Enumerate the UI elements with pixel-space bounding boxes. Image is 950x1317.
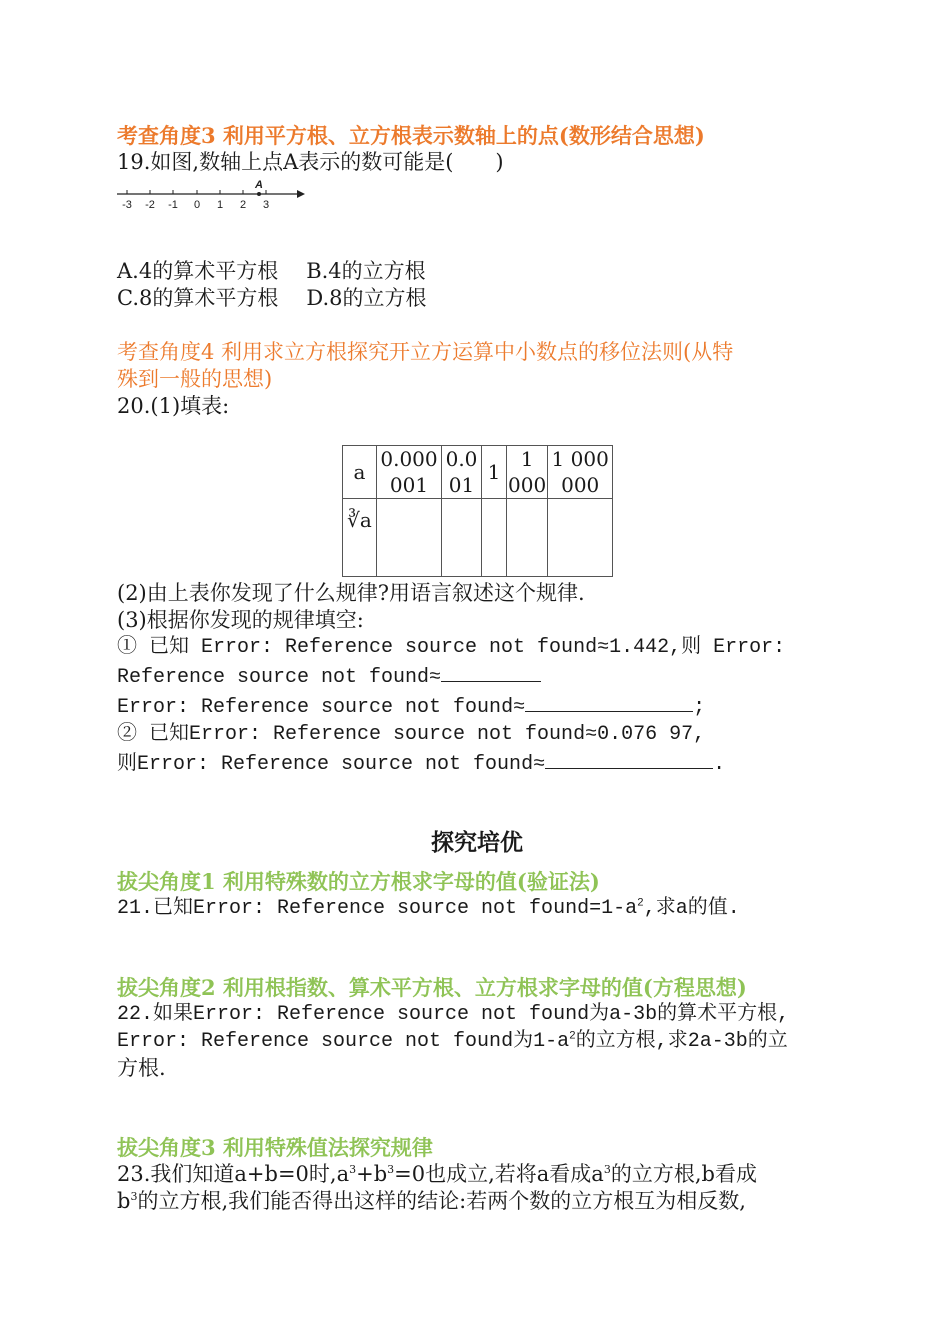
option-a: A.4的算术平方根 [117, 259, 279, 283]
question-22-line1: 22.如果Error: Reference source not found为a-3b的算术平方根, [117, 1003, 790, 1026]
table-cell: 1 000 [508, 447, 547, 497]
answer-blank[interactable] [525, 691, 693, 712]
explore-heading-1: 拔尖角度1 利用特殊数的立方根求字母的值(验证法) [117, 869, 600, 894]
question-23-line1: 23.我们知道a+b=0时$,a^3+b^3=0$也成立,若将a看成$a^3$的立方根,b看成 [117, 1162, 757, 1186]
answer-blank[interactable] [441, 661, 541, 682]
question-20: 20.(1)填表: [117, 394, 230, 418]
section-3 [117, 122, 837, 176]
row-label-a: a [343, 446, 377, 499]
answer-cell[interactable] [507, 499, 548, 577]
tick-label: 1 [216, 199, 224, 211]
tick-label: 3 [262, 199, 270, 211]
point-a [257, 192, 261, 196]
fill-line-2: Reference source not found≈ [117, 661, 837, 691]
fill-table [342, 445, 613, 577]
explore-heading-2: 拔尖角度2 利用根指数、算术平方根、立方根求字母的值(方程思想) [117, 975, 747, 1000]
part-2: (2)由上表你发现了什么规律?用语言叙述这个规律. [117, 581, 585, 605]
answer-cell[interactable] [442, 499, 482, 577]
explore-heading-3: 拔尖角度3 利用特殊值法探究规律 [117, 1135, 433, 1160]
answer-cell[interactable] [377, 499, 442, 577]
fill-line-3: Error: Reference source not found≈ ; [117, 691, 837, 721]
fill-line-4: ② 已知Error: Reference source not found≈0.076 97, [117, 723, 706, 746]
answer-cell[interactable] [482, 499, 507, 577]
answer-cell[interactable] [548, 499, 613, 577]
option-b: B.4的立方根 [306, 259, 426, 283]
option-c: C.8的算术平方根 [117, 286, 279, 310]
table-cell: 0.000 001 [377, 446, 442, 499]
row-label-cube-root: ∛a [343, 499, 377, 577]
fill-line-1: ① 已知 Error: Reference source not found≈1.442,则 Error: [117, 636, 786, 659]
part-3: (3)根据你发现的规律填空: [117, 608, 364, 632]
table-cell: 0.0 01 [442, 446, 482, 499]
options-19 [117, 258, 837, 312]
question-20-parts [117, 580, 837, 778]
fill-line-5: 则Error: Reference source not found≈ . [117, 748, 837, 778]
table-cell: 1 000 000 [548, 446, 613, 499]
number-line [117, 180, 307, 212]
point-a-label: A [255, 180, 263, 191]
section-3-heading: 考查角度3 利用平方根、立方根表示数轴上的点(数形结合思想) [117, 123, 705, 148]
section-4-heading-line1: 考查角度4 利用求立方根探究开立方运算中小数点的移位法则(从特 [117, 340, 734, 364]
question-19: 19.如图,数轴上点A表示的数可能是( ) [117, 150, 504, 174]
question-22-line3: 方根. [117, 1056, 166, 1080]
question-21: 21.已知Error: Reference source not $found=1-a^2$,求a的值. [117, 897, 740, 920]
question-23-line2: $b^3$的立方根,我们能否得出这样的结论:若两个数的立方根互为相反数, [117, 1189, 746, 1213]
table-cell: 1 [482, 446, 507, 499]
tick-label: -3 [122, 199, 132, 211]
section-title: 探究培优 [431, 829, 523, 856]
section-4 [117, 339, 837, 420]
option-d: D.8的立方根 [306, 286, 427, 310]
tick-label: 2 [239, 199, 247, 211]
arrow-icon [297, 190, 305, 198]
tick-label: -1 [168, 199, 178, 211]
tick-label: 0 [193, 199, 201, 211]
question-22-line2: Error: Reference source not found为$1-a^2$的立方根,求2a-3b的立 [117, 1030, 788, 1053]
answer-blank[interactable] [545, 748, 713, 769]
section-4-heading-line2: 殊到一般的思想) [117, 367, 273, 391]
tick-label: -2 [145, 199, 155, 211]
explore-section [117, 828, 837, 1215]
